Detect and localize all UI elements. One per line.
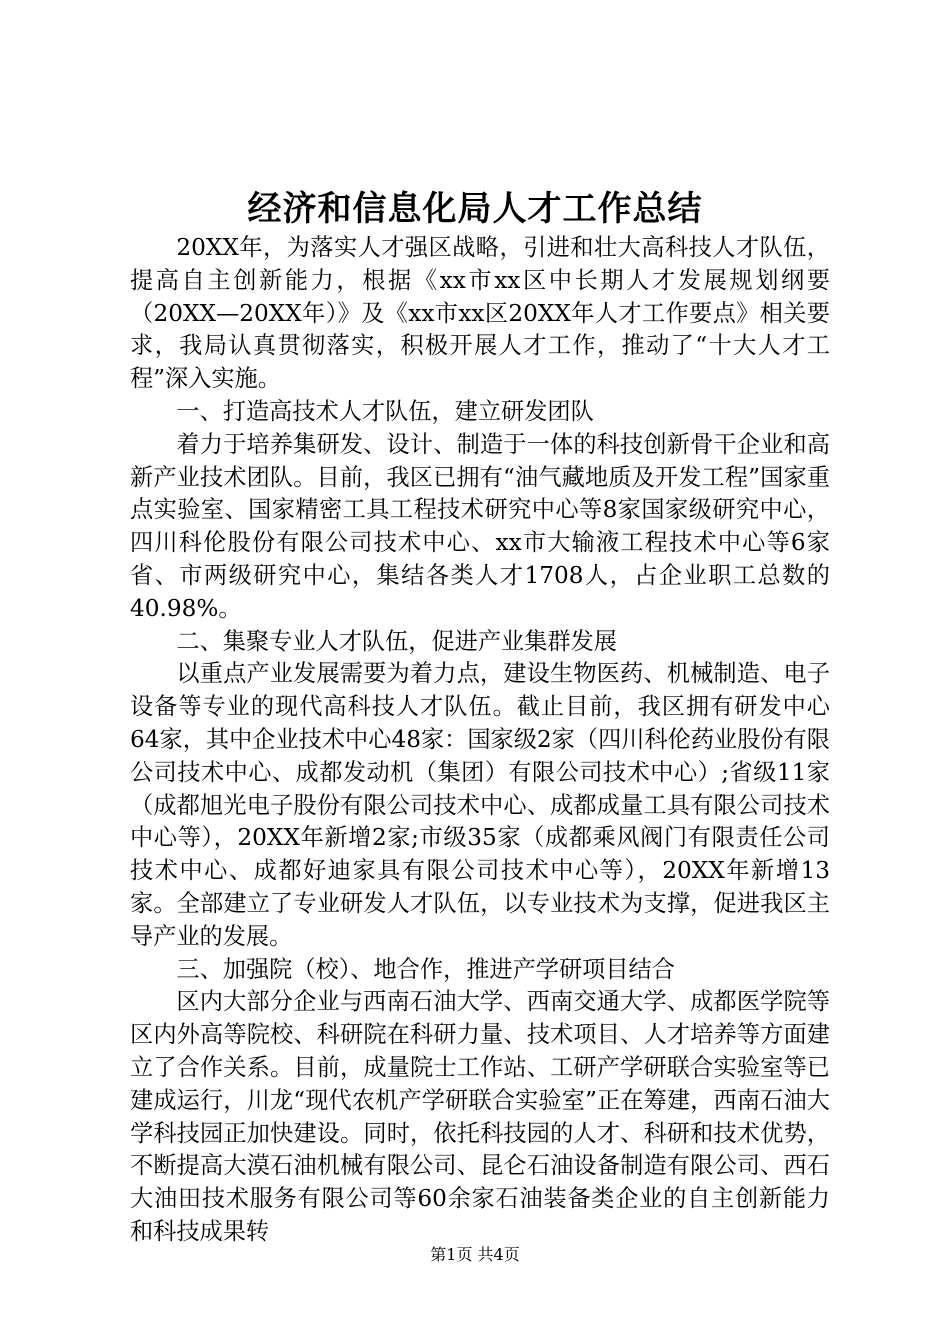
intro-paragraph: 20XX年，为落实人才强区战略，引进和壮大高科技人才队伍，提高自主创新能力，根据《xx市xx区中长期人才发展规划纲要（20XX—20XX年）》及《xx市xx区20XX年人才工作要点》相关要求，我局认真贯彻落实，积极开展人才工作，推动了“十大人才工程”深入实施。: [130, 234, 830, 393]
section-3-paragraph: 区内大部分企业与西南石油大学、西南交通大学、成都医学院等区内外高等院校、科研院在科研力量、技术项目、人才培养等方面建立了合作关系。目前，成量院士工作站、工研产学研联合实验室等已建成运行，川龙“现代农机产学研联合实验室”正在筹建，西南石油大学科技园正加快建设。同时，依托科技园的人才、科研和技术优势，不断提高大漠石油机械有限公司、昆仑石油设备制造有限公司、西石大油田技术服务有限公司等60余家石油装备类企业的自主创新能力和科技成果转: [130, 988, 830, 1245]
section-heading-3: 三、加强院（校）、地合作，推进产学研项目结合: [176, 955, 675, 983]
section-heading-1: 一、打造高技术人才队伍，建立研发团队: [176, 397, 594, 425]
document-body: [130, 232, 830, 1249]
section-heading-2: 二、集聚专业人才队伍，促进产业集群发展: [176, 627, 617, 655]
section-1-paragraph: 着力于培养集研发、设计、制造于一体的科技创新骨干企业和高新产业技术团队。目前，我区已拥有“油气藏地质及开发工程”国家重点实验室、国家精密工具工程技术研究中心等8家国家级研究中心，四川科伦股份有限公司技术中心、xx市大输液工程技术中心等6家省、市两级研究中心，集结各类人才1708人，占企业职工总数的40.98%。: [130, 430, 830, 622]
page-footer: 第1页 共4页: [430, 1245, 520, 1264]
document-title: 经济和信息化局人才工作总结: [247, 189, 703, 229]
section-2-paragraph: 以重点产业发展需要为着力点，建设生物医药、机械制造、电子设备等专业的现代高科技人才队伍。截止目前，我区拥有研发中心64家，其中企业技术中心48家：国家级2家（四川科伦药业股份有限公司技术中心、成都发动机（集团）有限公司技术中心）;省级11家（成都旭光电子股份有限公司技术中心、成都成量工具有限公司技术中心等），20XX年新增2家;市级35家（成都乘风阀门有限责任公司技术中心、成都好迪家具有限公司技术中心等），20XX年新增13家。全部建立了专业研发人才队伍，以专业技术为支撑，促进我区主导产业的发展。: [130, 660, 830, 950]
